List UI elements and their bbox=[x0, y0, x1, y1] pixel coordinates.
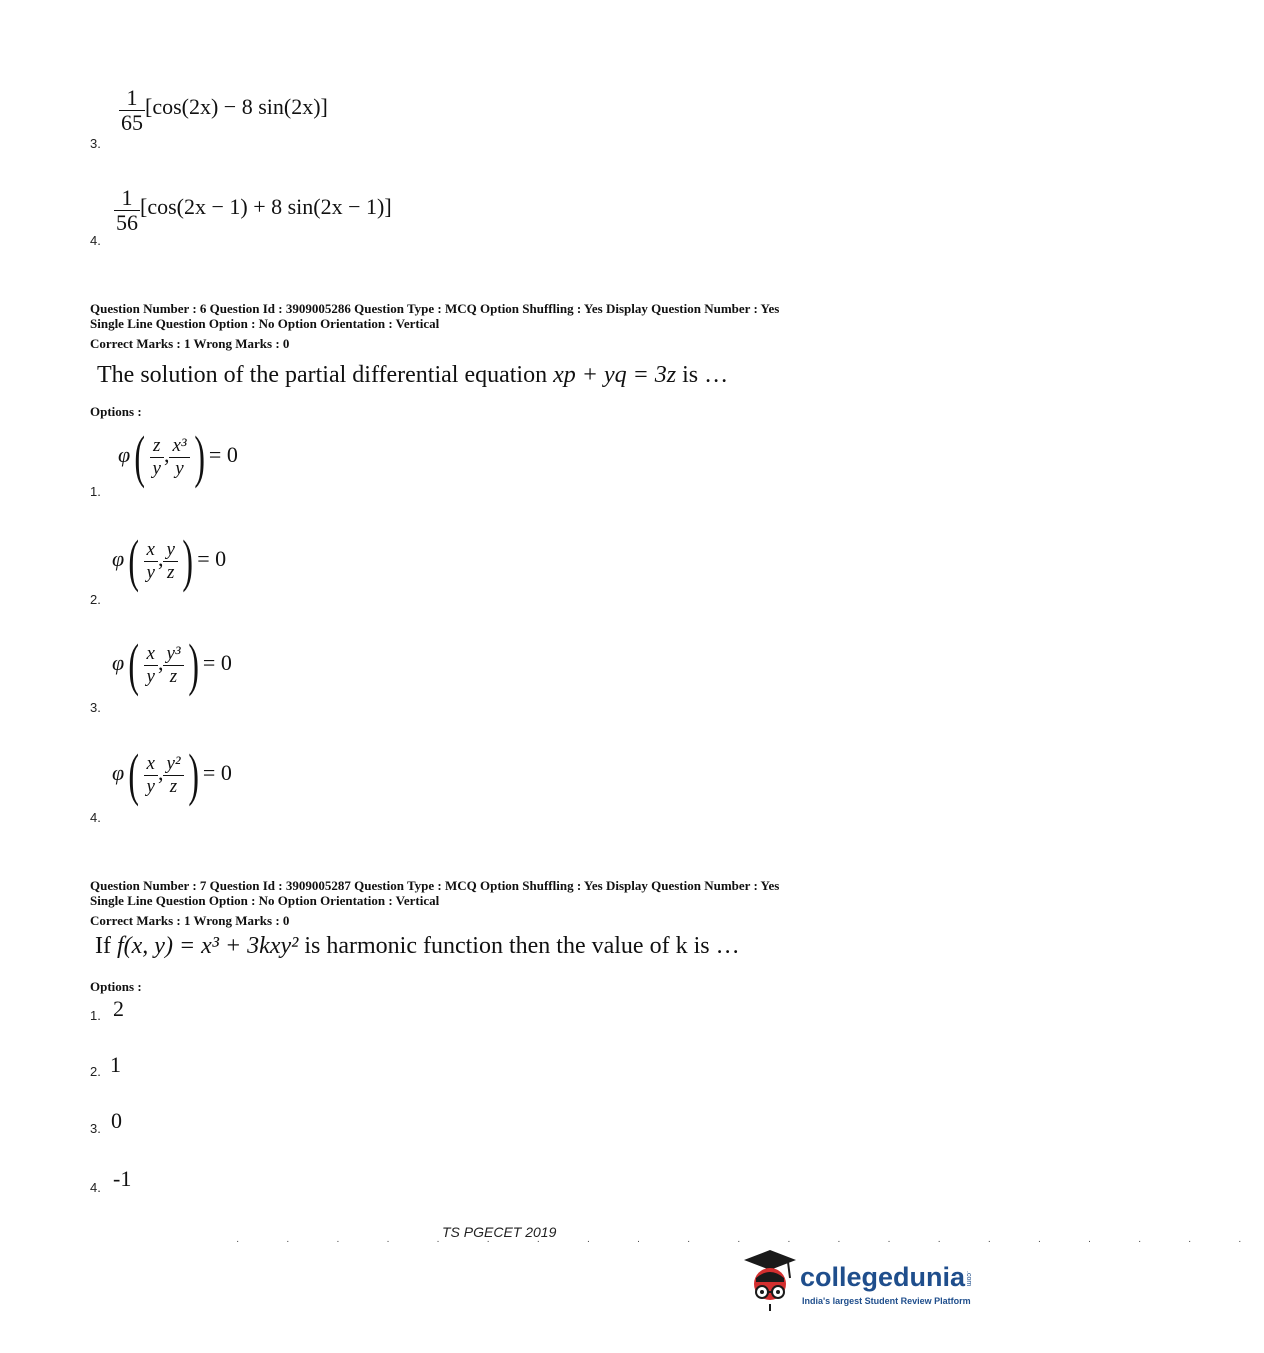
exam-title: TS PGECET 2019 bbox=[442, 1224, 557, 1240]
question-6-marks: Correct Marks : 1 Wrong Marks : 0 bbox=[90, 336, 290, 351]
q7-option-3-value: 0 bbox=[111, 1108, 122, 1133]
prev-option-3-expression bbox=[119, 86, 328, 135]
footer-divider: · · · · · · · · · · · · · · · · · · · · · bbox=[236, 1236, 1264, 1247]
expression: [cos(2x) − 8 sin(2x)] bbox=[145, 94, 328, 120]
expression: [cos(2x − 1) + 8 sin(2x − 1)] bbox=[140, 194, 392, 220]
brand-tagline: India's largest Student Review Platform bbox=[802, 1296, 971, 1306]
option-number: 3. bbox=[90, 1121, 101, 1136]
option-number: 3. bbox=[90, 136, 101, 151]
fraction: $\frac{1}{56}$ bbox=[116, 185, 138, 235]
equation: f(x, y) = x³ + 3kxy² bbox=[116, 933, 299, 959]
brand-suffix: .com bbox=[965, 1270, 973, 1286]
option-number: 2. bbox=[90, 592, 101, 607]
brand-name: collegedunia bbox=[800, 1262, 966, 1292]
option-number: 4. bbox=[90, 810, 101, 825]
option-number: 1. bbox=[90, 484, 101, 499]
option-number: 1. bbox=[90, 1008, 101, 1023]
question-6-text: The solution of the partial differential equation xp + yq = 3z is … bbox=[97, 362, 729, 388]
q7-option-2-value: 1 bbox=[110, 1052, 121, 1077]
q6-option-1-expression: φ( $\frac{z}{y}$ , $\frac{\text{x³}}{y}$ ) = 0 bbox=[118, 424, 238, 489]
q7-option-1-value: 2 bbox=[113, 996, 124, 1021]
question-7-marks: Correct Marks : 1 Wrong Marks : 0 bbox=[90, 913, 290, 928]
option-number: 4. bbox=[90, 1180, 101, 1195]
q6-option-4-expression: φ( $\frac{x}{y}$ , $\frac{\text{y²}}{z}$ ) = 0 bbox=[112, 742, 232, 807]
option-number: 4. bbox=[90, 233, 101, 248]
mascot-icon bbox=[740, 1248, 800, 1312]
q7-option-4-value: -1 bbox=[113, 1166, 132, 1191]
question-7-text: If f(x, y) = x³ + 3kxy² is harmonic function then the value of k is … bbox=[95, 933, 740, 959]
prev-option-4-expression bbox=[114, 186, 392, 235]
equation: xp + yq = 3z bbox=[553, 362, 677, 388]
question-6-meta: Question Number : 6 Question Id : 3909005286 Question Type : MCQ Option Shuffling : Yes Display Question Number : Yes Single Line Question Option : No Option Orientation : Vertical bbox=[90, 301, 780, 331]
q6-option-3-expression: φ( $\frac{x}{y}$ , $\frac{\text{y³}}{z}$ ) = 0 bbox=[112, 632, 232, 697]
question-7-meta: Question Number : 7 Question Id : 3909005287 Question Type : MCQ Option Shuffling : Yes Display Question Number : Yes Single Line Question Option : No Option Orientation : Vertical bbox=[90, 878, 780, 908]
q6-option-2-expression: φ( $\frac{x}{y}$ , $\frac{y}{z}$ ) = 0 bbox=[112, 528, 227, 593]
option-number: 3. bbox=[90, 700, 101, 715]
fraction: $\frac{1}{65}$ bbox=[121, 85, 143, 135]
options-label: Options : bbox=[90, 404, 142, 419]
collegedunia-logo bbox=[740, 1248, 975, 1312]
option-number: 2. bbox=[90, 1064, 101, 1079]
options-label: Options : bbox=[90, 979, 142, 994]
